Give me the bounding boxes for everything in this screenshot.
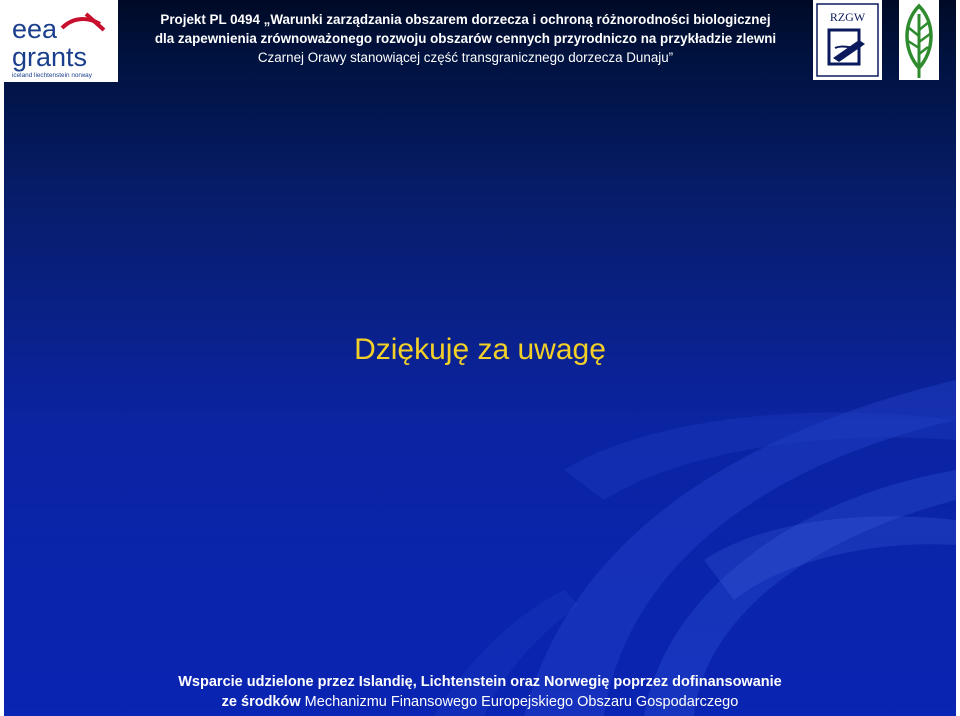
green-leaf-icon xyxy=(899,0,939,80)
eea-logo-word: eea xyxy=(12,14,58,44)
funding-footer xyxy=(0,672,960,712)
rzgw-logo-text: RZGW xyxy=(829,10,866,24)
footer-line-1: Wsparcie udzielone przez Islandię, Lichtenstein oraz Norwegię poprzez dofinansowanie xyxy=(178,674,782,690)
rzgw-logo xyxy=(813,0,882,80)
thank-you-title: Dziękuję za uwagę xyxy=(354,333,606,366)
eea-red-stroke-icon xyxy=(86,14,104,30)
eea-grants-logo xyxy=(4,0,118,82)
header-line-1: Projekt PL 0494 „Warunki zarządzania obszarem dorzecza i ochroną różnorodności biologicznej xyxy=(160,12,771,27)
eea-grants-logo-graphic xyxy=(4,0,118,82)
header-line-3: Czarnej Orawy stanowiącej część transgranicznego dorzecza Dunaju” xyxy=(257,50,674,65)
eea-caption: iceland liechtenstein norway xyxy=(12,72,92,79)
rzgw-logo-graphic xyxy=(813,0,882,80)
footer-line-2-prefix: ze środków xyxy=(221,694,301,710)
footer-line-2-rest: Mechanizmu Finansowego Europejskiego Obszaru Gospodarczego xyxy=(304,694,739,710)
footer-line-2 xyxy=(0,692,960,712)
header-line-2: dla zapewnienia zrównoważonego rozwoju obszarów cennych przyrodniczo na przykładzie zlewni xyxy=(154,31,777,46)
grants-logo-word: grants xyxy=(12,42,88,72)
project-header xyxy=(128,10,803,67)
leaf-logo xyxy=(899,0,939,80)
